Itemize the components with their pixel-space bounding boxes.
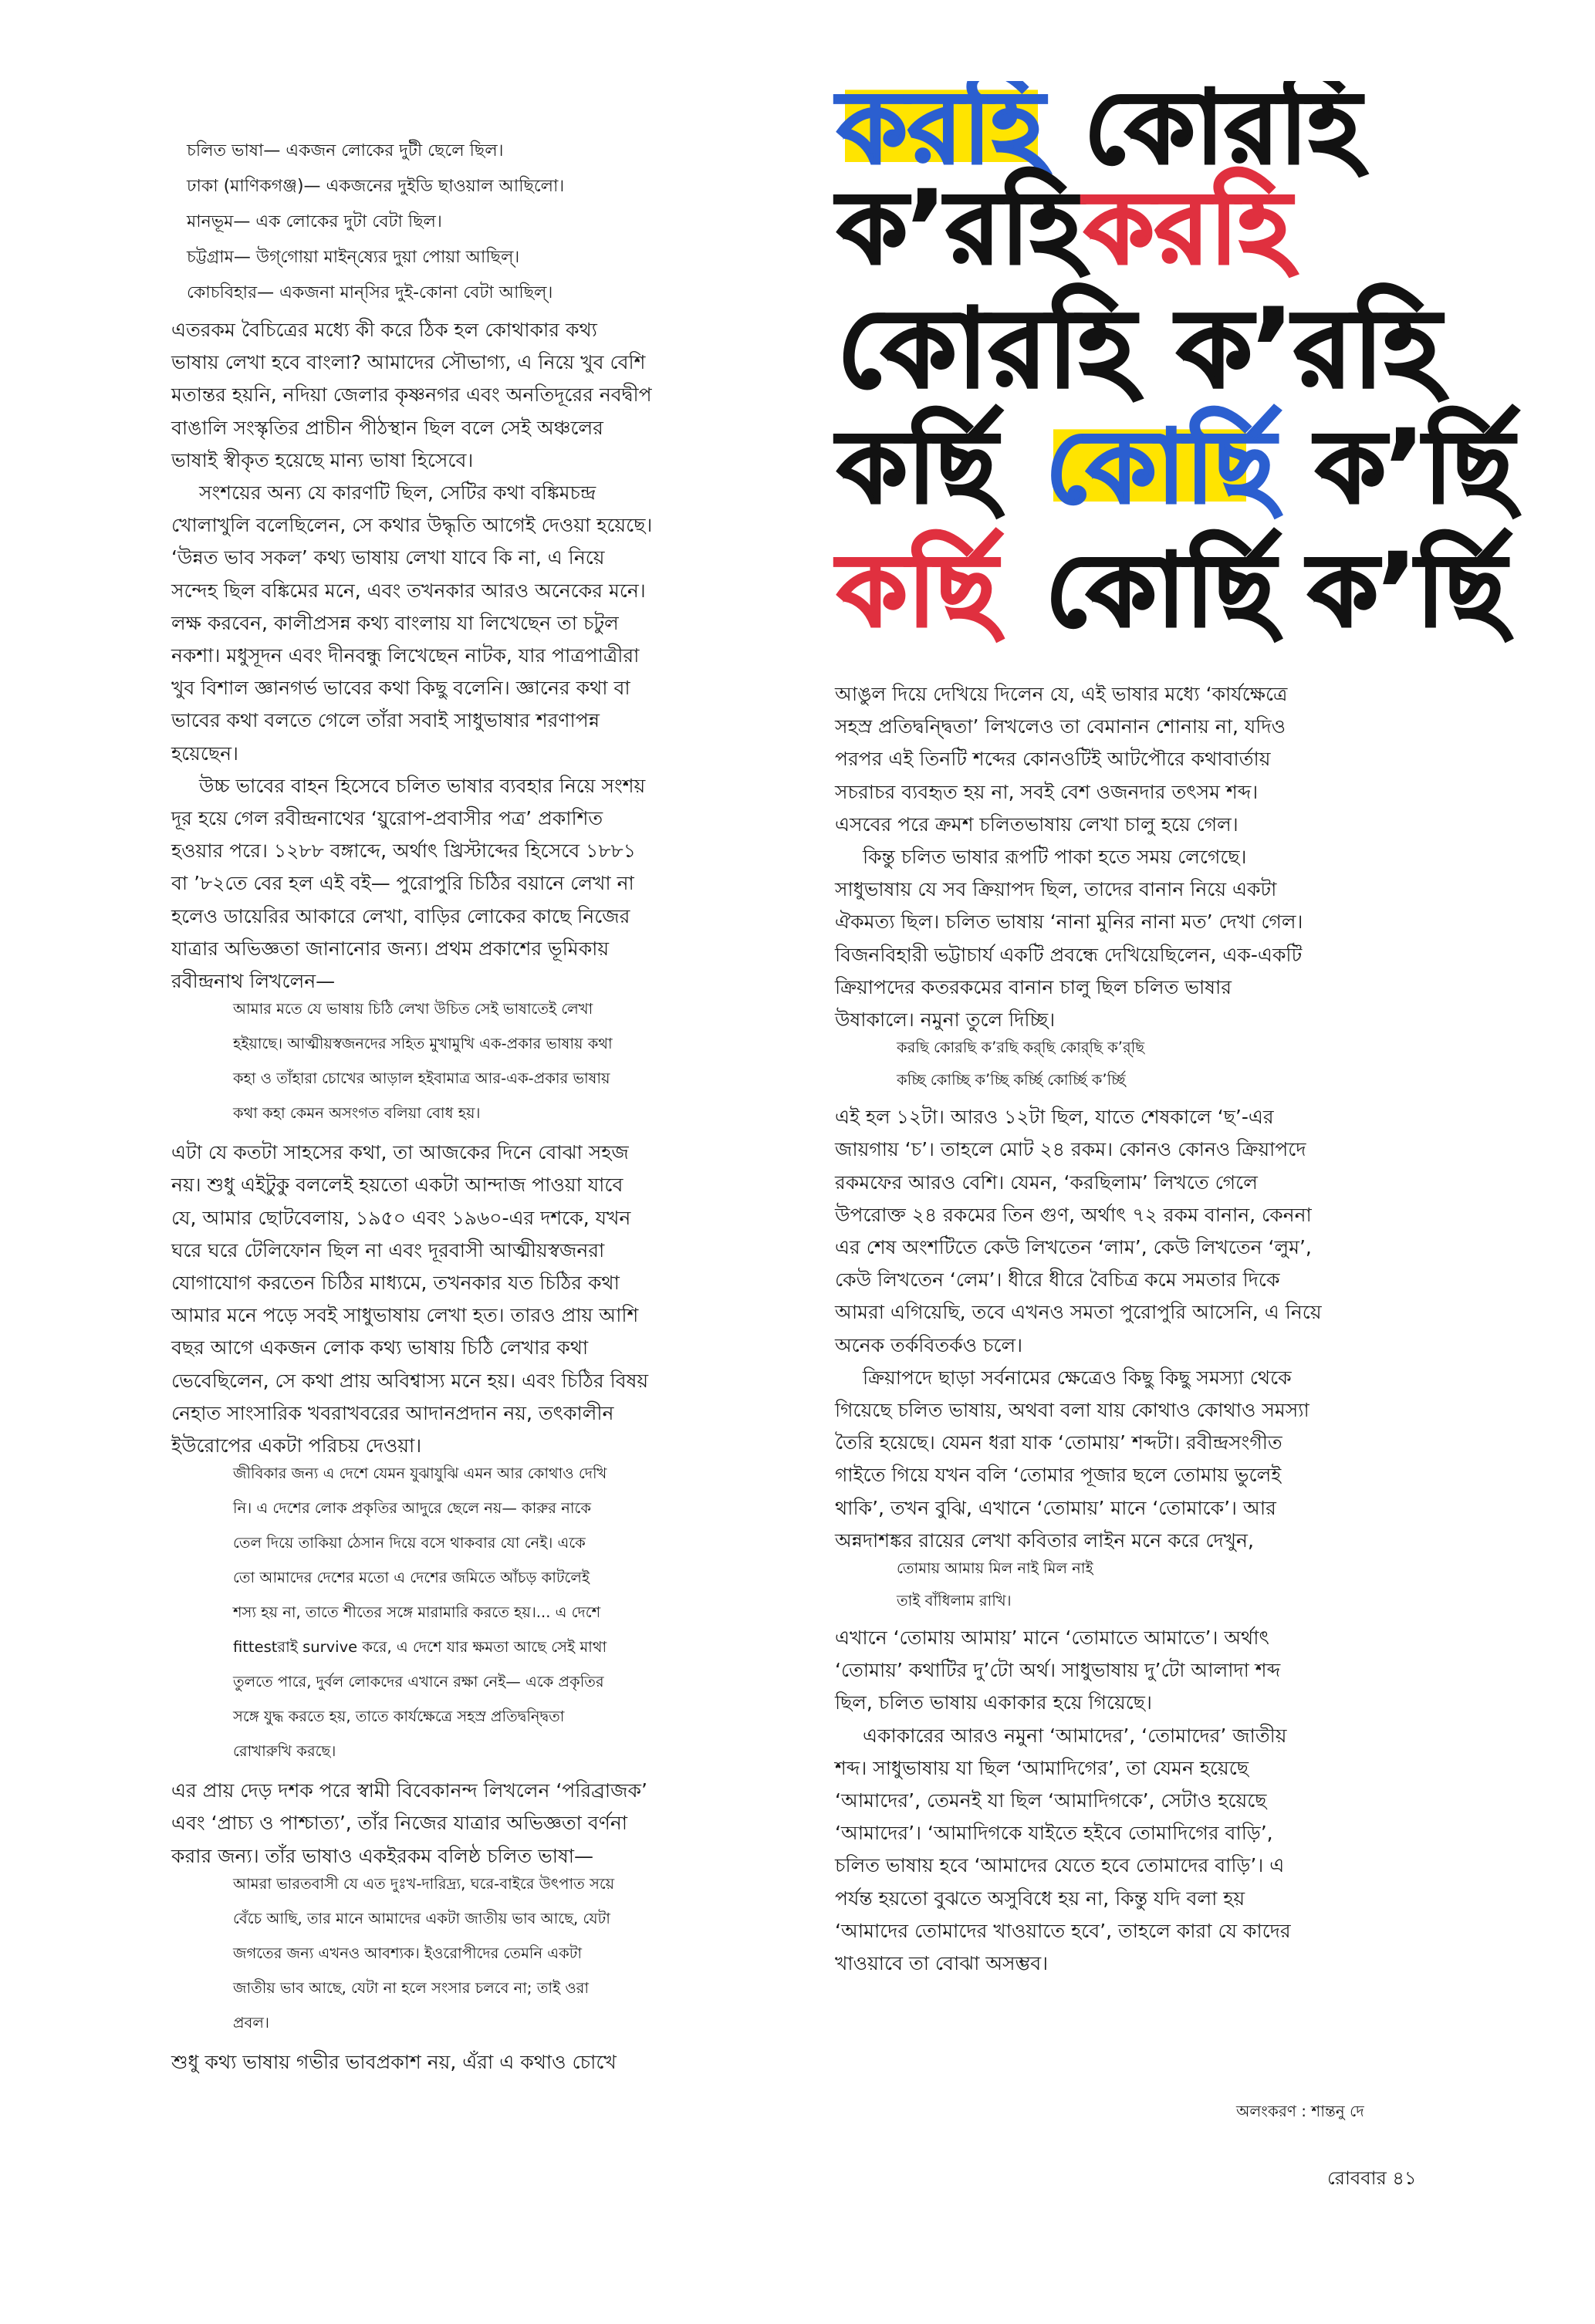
paragraph-line: ভাবের কথা বলতে গেলে তাঁরা সবাই সাধুভাষার শরণাপন্ন: [171, 709, 600, 732]
calligraphy-word: কর্ছি: [837, 532, 997, 649]
quote-line: তোমায় আমায় মিল নাই মিল নাই: [897, 1559, 1093, 1577]
paragraph-line: থাকি’, তখন বুঝি, এখানে ‘তোমায়’ মানে ‘তোমাকে’। আর: [835, 1496, 1276, 1519]
paragraph-line: লক্ষ করবেন, কালীপ্রসন্ন কথ্য বাংলায় যা লিখেছেন তা চটুল: [171, 611, 619, 634]
paragraph-line: ছিল, চলিত ভাষায় একাকার হয়ে গিয়েছে।: [835, 1691, 1152, 1714]
paragraph-line: ঘরে ঘরে টেলিফোন ছিল না এবং দূরবাসী আত্মীয়স্বজনরা: [171, 1238, 605, 1262]
paragraph-line: উষাকালে। নমুনা তুলে দিচ্ছি।: [835, 1008, 1056, 1031]
paragraph-line: এখানে ‘তোমায় আমায়’ মানে ‘তোমাতে আমাতে’। অর্থাৎ: [835, 1626, 1269, 1649]
paragraph-line: নয়। শুধু এইটুকু বললেই হয়তো একটা আন্দাজ পাওয়া যাবে: [171, 1174, 623, 1197]
calligraphy-word: ক’র্ছি: [1316, 408, 1514, 525]
dialect-example-line: চলিত ভাষা— একজন লোকের দুটী ছেলে ছিল।: [187, 141, 504, 160]
quote-line: শস্য হয় না, তাতে শীতের সঙ্গে মারামারি করতে হয়।... এ দেশে: [233, 1603, 601, 1622]
paragraph-line: এসবের পরে ক্রমশ চলিতভাষায় লেখা চালু হয়ে গেল।: [835, 812, 1238, 836]
quote-line: আমরা ভারতবাসী যে এত দুঃখ-দারিদ্র্য, ঘরে-বাইরে উৎপাত সয়ে: [233, 1874, 615, 1893]
page-footer: রোববার ৪১: [1327, 2167, 1417, 2189]
paragraph-line: পরপর এই তিনটি শব্দের কোনওটিই আটপৌরে কথাবার্তায়: [835, 748, 1271, 771]
quote-line: কচ্ছি কোচ্ছি ক’চ্ছি কর্চ্ছি কোর্চ্ছি ক’র্চ্ছি: [897, 1071, 1126, 1089]
paragraph-line: বছর আগে একজন লোক কথ্য ভাষায় চিঠি লেখার কথা: [171, 1336, 589, 1360]
quote-line: তো আমাদের দেশের মতো এ দেশের জমিতে আঁচড় কাটলেই: [233, 1569, 590, 1587]
calligraphy-word: কোর্ছি: [1046, 532, 1276, 649]
calligraphy-word: ক’রহি: [1177, 286, 1441, 412]
paragraph-line: এই হল ১২টা। আরও ১২টা ছিল, যাতে শেষকালে ‘ছ’-এর: [835, 1106, 1274, 1129]
paragraph-line: শব্দ। সাধুভাষায় যা ছিল ‘আমাদিগের’, তা যেমন হয়েছে: [835, 1756, 1249, 1779]
paragraph-line: সাধুভাষায় যে সব ক্রিয়াপদ ছিল, তাদের বানান নিয়ে একটা: [835, 878, 1277, 901]
illustration-credit: অলংকরণ : শান্তনু দে: [1236, 2102, 1364, 2120]
paragraph-line: যোগাযোগ করতেন চিঠির মাধ্যমে, তখনকার যত চিঠির কথা: [171, 1272, 620, 1294]
paragraph-line: উচ্চ ভাবের বাহন হিসেবে চলিত ভাষার ব্যবহার নিয়ে সংশয়: [199, 774, 646, 797]
paragraph-line: খাওয়াবে তা বোঝা অসম্ভব।: [835, 1952, 1049, 1974]
quote-line: আমার মতে যে ভাষায় চিঠি লেখা উচিত সেই ভাষাতেই লেখা: [233, 1000, 593, 1018]
paragraph-line: ‘আমাদের তোমাদের খাওয়াতে হবে’, তাহলে কারা যে কাদের: [835, 1919, 1291, 1942]
quote-line: তেল দিয়ে তাকিয়া ঠেসান দিয়ে বসে থাকবার যো নেই। একে: [233, 1534, 586, 1552]
paragraph-line: এটা যে কতটা সাহসের কথা, তা আজকের দিনে বোঝা সহজ: [171, 1141, 629, 1164]
quote-line: বেঁচে আছি, তার মানে আমাদের একটা জাতীয় ভাব আছে, যেটা: [233, 1909, 610, 1927]
paragraph-line: হয়েছেন।: [171, 741, 238, 765]
calligraphy-word: কোর্ছি: [1046, 408, 1276, 525]
paragraph-line: নকশা। মধুসূদন এবং দীনবন্ধু লিখেছেন নাটক, যার পাত্রপাত্রীরা: [171, 644, 640, 667]
paragraph-line: কিন্তু চলিত ভাষার রূপটি পাকা হতে সময় লেগেছে।: [863, 846, 1247, 868]
quote-line: কহা ও তাঁহারা চোখের আড়াল হইবামাত্র আর-এক-প্রকার ভাষায়: [233, 1069, 610, 1088]
quote-line: নি। এ দেশের লোক প্রকৃতির আদুরে ছেলে নয়— কারুর নাকে: [233, 1499, 591, 1518]
paragraph-line: ‘তোমায়’ কথাটির দু’টো অর্থ। সাধুভাষায় দু’টো আলাদা শব্দ: [835, 1659, 1281, 1682]
paragraph-line: যে, আমার ছোটবেলায়, ১৯৫০ এবং ১৯৬০-এর দশকে, যখন: [171, 1206, 631, 1229]
paragraph-line: আমার মনে পড়ে সবই সাধুভাষায় লেখা হত। তারও প্রায় আশি: [171, 1304, 639, 1327]
quote-line: fittestরাই survive করে, এ দেশে যার ক্ষমতা আছে সেই মাথা: [233, 1638, 607, 1657]
quote-line: করছি কোরছি ক’রছি কর্‌ছি কোর্‌ছি ক’র্‌ছি: [897, 1039, 1145, 1057]
paragraph-line: রবীন্দ্রনাথ লিখলেন—: [171, 970, 336, 992]
calligraphy-word: করহি: [1084, 169, 1291, 286]
paragraph-line: যাত্রার অভিজ্ঞতা জানানোর জন্য। প্রথম প্রকাশের ভূমিকায়: [171, 937, 610, 960]
calligraphy-word: ক’র্ছি: [1308, 532, 1506, 649]
paragraph-line: ‘উন্নত ভাব সকল’ কথ্য ভাষায় লেখা যাবে কি না, এ নিয়ে: [171, 546, 605, 569]
paragraph-line: এবং ‘প্রাচ্য ও পাশ্চাত্য’, তাঁর নিজের যাত্রার অভিজ্ঞতা বর্ণনা: [171, 1812, 628, 1835]
calligraphy-word: করহি: [837, 81, 1044, 186]
paragraph-line: তৈরি হয়েছে। যেমন ধরা যাক ‘তোমায়’ শব্দটা। রবীন্দ্রসংগীত: [835, 1431, 1282, 1454]
calligraphy-illustration: [830, 81, 1555, 691]
paragraph-line: চলিত ভাষায় হবে ‘আমাদের যেতে হবে তোমাদের বাড়ি’। এ: [835, 1854, 1285, 1877]
paragraph-line: আমরা এগিয়েছি, তবে এখনও সমতা পুরোপুরি আসেনি, এ নিয়ে: [835, 1301, 1322, 1324]
paragraph-line: রকমফের আরও বেশি। যেমন, ‘করছিলাম’ লিখতে গেলে: [835, 1170, 1258, 1194]
paragraph-line: ভেবেছিলেন, সে কথা প্রায় অবিশ্বাস্য মনে হয়। এবং চিঠির বিষয়: [171, 1369, 649, 1392]
quote-line: জগতের জন্য এখনও আবশ্যক। ইওরোপীদের তেমনি একটা: [233, 1944, 583, 1962]
quote-line: জাতীয় ভাব আছে, যেটা না হলে সংসার চলবে না; তাই ওরা: [233, 1978, 590, 1997]
paragraph-line: গিয়েছে চলিত ভাষায়, অথবা বলা যায় কোথাও কোথাও সমস্যা: [835, 1399, 1309, 1421]
paragraph-line: জায়গায় ‘চ’। তাহলে মোট ২৪ রকম। কোনও কোনও ক্রিয়াপদে: [835, 1138, 1306, 1161]
paragraph-line: ঐকমত্য ছিল। চলিত ভাষায় ‘নানা মুনির নানা মত’ দেখা গেল।: [835, 910, 1303, 934]
paragraph-line: সন্দেহ ছিল বঙ্কিমের মনে, এবং তখনকার আরও অনেকের মনে।: [171, 579, 646, 602]
paragraph-line: বা ’৮২তে বের হল এই বই— পুরোপুরি চিঠির বয়ানে লেখা না: [171, 872, 634, 895]
dialect-example-line: ঢাকা (মাণিকগঞ্জ)— একজনের দুইডি ছাওয়াল আছিলো।: [187, 177, 565, 196]
paragraph-line: ভাষায় লেখা হবে বাংলা? আমাদের সৌভাগ্য, এ নিয়ে খুব বেশি: [171, 351, 646, 374]
quote-line: হইয়াছে। আত্মীয়স্বজনদের সহিত মুখামুখি এক-প্রকার ভাষায় কথা: [233, 1035, 613, 1053]
paragraph-line: আঙুল দিয়ে দেখিয়ে দিলেন যে, এই ভাষার মধ্যে ‘কার্যক্ষেত্রে: [835, 683, 1288, 705]
dialect-example-line: মানভূম— এক লোকের দুটা বেটা ছিল।: [187, 212, 442, 231]
paragraph-line: এর শেষ অংশটিতে কেউ লিখতেন ‘লাম’, কেউ লিখতেন ‘লুম’,: [835, 1236, 1312, 1258]
paragraph-line: অনেক তর্কবিতর্কও চলে।: [835, 1333, 1023, 1356]
quote-line: কথা কহা কেমন অসংগত বলিয়া বোধ হয়।: [233, 1104, 481, 1123]
paragraph-line: অন্নদাশঙ্কর রায়ের লেখা কবিতার লাইন মনে করে দেখুন,: [835, 1529, 1254, 1552]
paragraph-line: কেউ লিখতেন ‘লেম’। ধীরে ধীরে বৈচিত্র কমে সমতার দিকে: [835, 1268, 1280, 1292]
paragraph-line: ‘আমাদের’, তেমনই যা ছিল ‘আমাদিগকে’, সেটাও হয়েছে: [835, 1789, 1267, 1812]
quote-line: তাই বাঁধিলাম রাখি।: [897, 1592, 1012, 1610]
paragraph-line: খুব বিশাল জ্ঞানগর্ভ ভাবের কথা কিছু বলেনি। জ্ঞানের কথা বা: [171, 677, 630, 700]
paragraph-line: এর প্রায় দেড় দশক পরে স্বামী বিবেকানন্দ লিখলেন ‘পরিব্রাজক’: [171, 1779, 647, 1802]
quote-line: সঙ্গে যুদ্ধ করতে হয়, তাতে কার্যক্ষেত্রে সহস্র প্রতিদ্বন্দ্বিতা: [233, 1708, 565, 1726]
quote-line: প্রবল।: [233, 2013, 269, 2032]
paragraph-line: বাঙালি সংস্কৃতির প্রাচীন পীঠস্থান ছিল বলে সেই অঞ্চলের: [171, 416, 603, 439]
quote-line: জীবিকার জন্য এ দেশে যেমন যুঝাযুঝি এমন আর কোথাও দেখি: [233, 1464, 607, 1483]
paragraph-line: নেহাত সাংসারিক খবরাখবরের আদানপ্রদান নয়, তৎকালীন: [171, 1401, 614, 1424]
paragraph-line: বিজনবিহারী ভট্টাচার্য একটি প্রবন্ধে দেখিয়েছিলেন, এক-একটি: [835, 943, 1303, 966]
paragraph-line: মতান্তর হয়নি, নদিয়া জেলার কৃষ্ণনগর এবং অনতিদূরের নবদ্বীপ: [171, 383, 652, 407]
paragraph-line: পর্যন্ত হয়তো বুঝতে অসুবিধে হয় না, কিন্তু যদি বলা হয়: [835, 1887, 1245, 1910]
quote-line: রোখারুখি করছে।: [233, 1742, 336, 1761]
paragraph-line: এতরকম বৈচিত্রের মধ্যে কী করে ঠিক হল কোথাকার কথ্য: [171, 319, 597, 341]
paragraph-line: করার জন্য। তাঁর ভাষাও একইরকম বলিষ্ঠ চলিত ভাষা—: [171, 1844, 593, 1867]
calligraphy-word: ক’রহি: [837, 169, 1083, 286]
paragraph-line: ক্রিয়াপদের কতরকমের বানান চালু ছিল চলিত ভাষার: [835, 975, 1232, 998]
paragraph-line: ক্রিয়াপদে ছাড়া সর্বনামের ক্ষেত্রেও কিছু কিছু সমস্যা থেকে: [863, 1366, 1292, 1389]
paragraph-line: সচরাচর ব্যবহৃত হয় না, সবই বেশ ওজনদার তৎসম শব্দ।: [835, 780, 1259, 803]
paragraph-line: শুধু কথ্য ভাষায় গভীর ভাবপ্রকাশ নয়, এঁরা এ কথাও চোখে: [171, 2050, 617, 2073]
calligraphy-word: কর্ছি: [837, 408, 997, 525]
paragraph-line: হলেও ডায়েরির আকারে লেখা, বাড়ির লোকের কাছে নিজের: [171, 904, 630, 927]
paragraph-line: সহস্র প্রতিদ্বন্দ্বিতা’ লিখলেও তা বেমানান শোনায় না, যদিও: [835, 715, 1286, 738]
paragraph-line: ‘আমাদের’। ‘আমাদিগকে যাইতে হইবে তোমাদিগের বাড়ি’,: [835, 1822, 1273, 1845]
quote-line: তুলতে পারে, দুর্বল লোকদের এখানে রক্ষা নেই— একে প্রকৃতির: [233, 1673, 604, 1691]
paragraph-line: খোলাখুলি বলেছিলেন, সে কথার উদ্ধৃতি আগেই দেওয়া হয়েছে।: [171, 514, 653, 537]
paragraph-line: দূর হয়ে গেল রবীন্দ্রনাথের ‘য়ুরোপ-প্রবাসীর পত্র’ প্রকাশিত: [171, 807, 603, 829]
calligraphy-word: কোরহি: [1084, 81, 1361, 186]
paragraph-line: হওয়ার পরে। ১২৮৮ বঙ্গাব্দে, অর্থাৎ খ্রিস্টাব্দের হিসেবে ১৮৮১: [171, 839, 637, 863]
dialect-example-line: চট্টগ্রাম— উগ্‌গোয়া মাইন্‌ষ্যের দুয়া পোয়া আছিল্‌।: [187, 248, 520, 267]
dialect-example-line: কোচবিহার— একজনা মান্‌সির দুই-কোনা বেটা আছিল্‌।: [187, 283, 553, 302]
paragraph-line: ভাষাই স্বীকৃত হয়েছে মান্য ভাষা হিসেবে।: [171, 448, 474, 471]
paragraph-line: সংশয়ের অন্য যে কারণটি ছিল, সেটির কথা বঙ্কিমচন্দ্র: [199, 481, 596, 504]
paragraph-line: গাইতে গিয়ে যখন বলি ‘তোমার পূজার ছলে তোমায় ভুলেই: [835, 1464, 1282, 1487]
paragraph-line: ইউরোপের একটা পরিচয় দেওয়া।: [171, 1434, 422, 1457]
calligraphy-word: কোরহি: [837, 286, 1135, 412]
paragraph-line: একাকারের আরও নমুনা ‘আমাদের’, ‘তোমাদের’ জাতীয়: [863, 1724, 1287, 1747]
paragraph-line: উপরোক্ত ২৪ রকমের তিন গুণ, অর্থাৎ ৭২ রকম বানান, কেননা: [835, 1203, 1312, 1226]
